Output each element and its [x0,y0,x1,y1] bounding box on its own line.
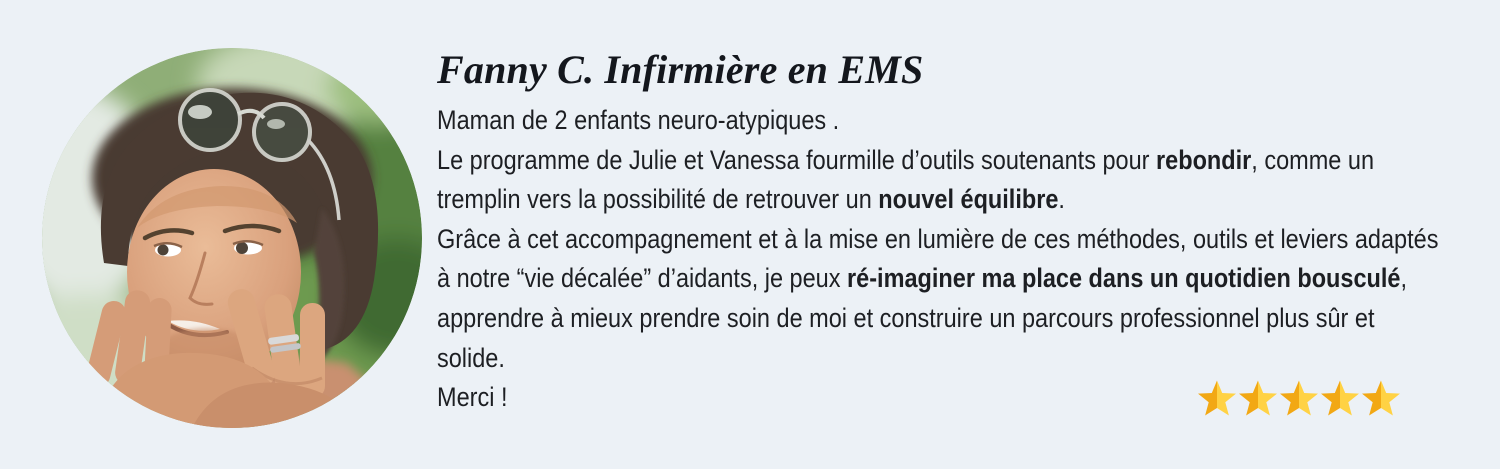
star-icon [1279,377,1319,419]
review-text-segment: Maman de 2 enfants neuro-atypiques . [437,105,840,135]
review-text-segment: ré-imaginer ma place dans un quotidien bousculé [847,263,1401,294]
star-icon [1197,377,1237,419]
star-rating [1197,377,1401,419]
star-icon [1320,377,1360,419]
avatar [42,48,422,428]
star-icon [1361,377,1401,419]
review-line [437,220,1438,260]
review-text-segment: Le programme de Julie et Vanessa fourmille d’outils soutenants pour [437,144,1157,175]
review-line [437,180,1438,220]
review-text-segment: nouvel équilibre [878,184,1059,215]
review-line [437,259,1438,299]
review-text-segment: rebondir [1156,144,1252,175]
review-text-segment: à notre “vie décalée” d’aidants, je peux [437,263,848,294]
review-line [437,101,1438,141]
review-line [437,141,1438,181]
review-text [437,101,1438,418]
review-line [437,299,1438,339]
star-icon [1238,377,1278,419]
review-text-segment: tremplin vers la possibilité de retrouver un [437,184,879,215]
portrait-photo [42,48,422,428]
review-text-segment: , [1400,263,1407,294]
review-text-segment: Merci ! [437,382,508,413]
review-text-segment: , comme un [1251,144,1375,175]
review-line [437,339,1438,379]
reviewer-name: Fanny C. Infirmière en EMS [437,47,924,92]
review-text-segment: apprendre à mieux prendre soin de moi et construire un parcours professionnel plus sûr et [437,302,1375,333]
review-text-segment: . [1058,184,1065,215]
review-text-segment: Grâce à cet accompagnement et à la mise en lumière de ces méthodes, outils et leviers adaptés [437,223,1439,254]
review-text-segment: solide. [437,342,505,373]
